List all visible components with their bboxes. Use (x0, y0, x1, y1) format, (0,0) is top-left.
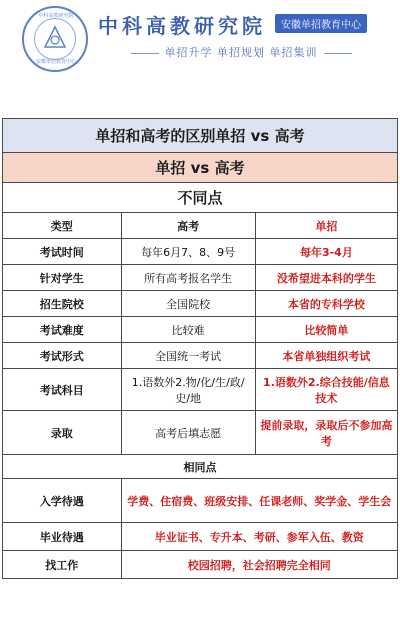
table-row (3, 411, 398, 455)
gaokao-cell: 全国统一考试 (121, 343, 255, 369)
table-title-row (3, 119, 398, 153)
row-label: 毕业待遇 (3, 523, 122, 551)
shared-row (3, 479, 398, 523)
danzhao-cell: 1.语数外2.综合技能/信息技术 (255, 369, 397, 411)
gaokao-cell: 每年6月7、8、9号 (121, 239, 255, 265)
logo-inner-ring (34, 18, 76, 60)
gaokao-cell: 全国院校 (121, 291, 255, 317)
header (0, 0, 400, 92)
same-heading: 相同点 (3, 455, 398, 479)
row-label: 考试形式 (3, 343, 122, 369)
brand-name: 中科高教研究院 (98, 14, 266, 38)
row-label: 考试难度 (3, 317, 122, 343)
table-title: 单招和高考的区别单招 vs 高考 (3, 119, 398, 153)
row-label: 找工作 (3, 551, 122, 579)
table-row (3, 239, 398, 265)
gaokao-cell: 所有高考报名学生 (121, 265, 255, 291)
tagline-dash-left (131, 53, 159, 54)
danzhao-cell: 本省的专科学校 (255, 291, 397, 317)
row-label: 招生院校 (3, 291, 122, 317)
diff-heading: 不同点 (3, 183, 398, 213)
tagline-dash-right (324, 53, 352, 54)
shared-cell: 毕业证书、专升本、考研、参军入伍、教资 (121, 523, 398, 551)
table-row (3, 317, 398, 343)
row-label: 入学待遇 (3, 479, 122, 523)
table-row (3, 291, 398, 317)
table-row (3, 343, 398, 369)
table-subtitle-row (3, 153, 398, 183)
row-label: 针对学生 (3, 265, 122, 291)
col-header-type: 类型 (3, 213, 122, 239)
danzhao-cell: 没希望进本科的学生 (255, 265, 397, 291)
table-row (3, 265, 398, 291)
row-label: 考试科目 (3, 369, 122, 411)
logo-emblem-icon (35, 19, 75, 59)
logo-text-top: 中科高教研究院 (38, 13, 74, 19)
column-header-row (3, 213, 398, 239)
logo-seal (22, 6, 88, 72)
gaokao-cell: 高考后填志愿 (121, 411, 255, 455)
shared-row (3, 523, 398, 551)
shared-row (3, 551, 398, 579)
shared-cell: 校园招聘，社会招聘完全相同 (121, 551, 398, 579)
danzhao-cell: 每年3-4月 (255, 239, 397, 265)
table-subtitle: 单招 vs 高考 (3, 153, 398, 183)
brand-badge: 安徽单招教育中心 (275, 14, 367, 33)
table-row (3, 369, 398, 411)
danzhao-cell: 比较简单 (255, 317, 397, 343)
tagline (96, 44, 386, 60)
danzhao-cell: 提前录取，录取后不参加高考 (255, 411, 397, 455)
comparison-table (2, 118, 398, 579)
gaokao-cell: 1.语数外2.物/化/生/政/史/地 (121, 369, 255, 411)
danzhao-cell: 本省单独组织考试 (255, 343, 397, 369)
logo-text-bottom: 安徽单招教育中心 (35, 59, 76, 65)
same-heading-row (3, 455, 398, 479)
row-label: 考试时间 (3, 239, 122, 265)
row-label: 录取 (3, 411, 122, 455)
diff-heading-row (3, 183, 398, 213)
tagline-text: 单招升学 单招规划 单招集训 (164, 46, 318, 59)
gaokao-cell: 比较难 (121, 317, 255, 343)
shared-cell: 学费、住宿费、班级安排、任课老师、奖学金、学生会 (121, 479, 398, 523)
col-header-gaokao: 高考 (121, 213, 255, 239)
col-header-danzhao: 单招 (255, 213, 397, 239)
